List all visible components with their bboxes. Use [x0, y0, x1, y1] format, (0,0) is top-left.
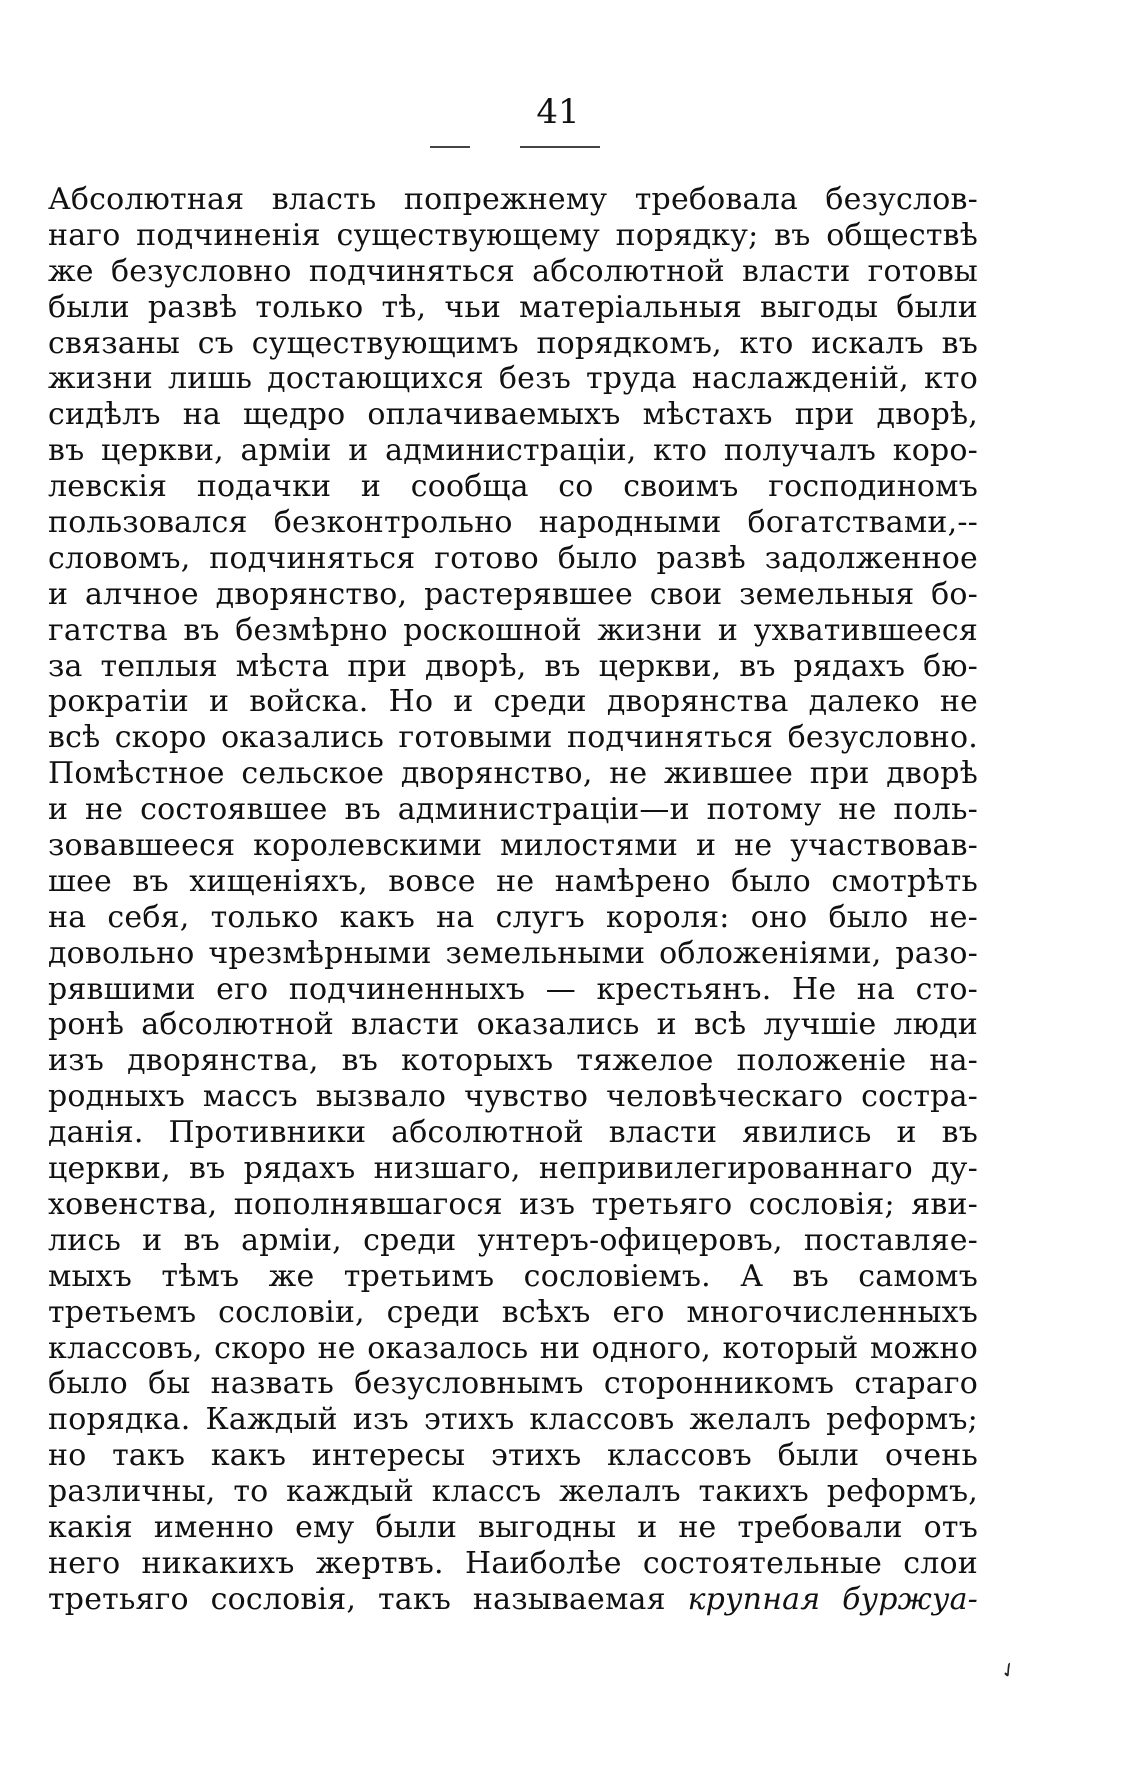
text-line: рявшими его подчиненныхъ — крестьянъ. Не на сто-	[48, 971, 978, 1007]
text-line: шее въ хищеніяхъ, вовсе не намѣрено было смотрѣть	[48, 863, 978, 899]
text-line: классовъ, скоро не оказалось ни одного, который можно	[48, 1330, 978, 1366]
text-line: рократіи и войска. Но и среди дворянства далеко не	[48, 684, 978, 720]
text-line: на себя, только какъ на слугъ короля: оно было не-	[48, 899, 978, 935]
text-line: какія именно ему были выгодны и не требовали отъ	[48, 1509, 978, 1545]
text-line: словомъ, подчиняться готово было развѣ задолженное	[48, 540, 978, 576]
text-line-final	[48, 1582, 978, 1618]
text-line: было бы назвать безусловнымъ сторонникомъ стараго	[48, 1366, 978, 1402]
text-line-final-italic: крупная буржуа-	[687, 1581, 978, 1617]
page-number: 41	[536, 92, 580, 132]
text-line: въ церкви, арміи и администраціи, кто получалъ коро-	[48, 433, 978, 469]
text-line: за теплыя мѣста при дворѣ, въ церкви, въ рядахъ бю-	[48, 648, 978, 684]
text-line: всѣ скоро оказались готовыми подчиняться безусловно.	[48, 720, 978, 756]
text-line: лись и въ арміи, среди унтеръ-офицеровъ, поставляе-	[48, 1222, 978, 1258]
text-line: него никакихъ жертвъ. Наиболѣе состоятельные слои	[48, 1545, 978, 1581]
text-line: левскія подачки и сообща со своимъ господиномъ	[48, 469, 978, 505]
text-line: ронѣ абсолютной власти оказались и всѣ лучшіе люди	[48, 1007, 978, 1043]
text-line: различны, то каждый классъ желалъ такихъ реформъ,	[48, 1474, 978, 1510]
text-line: сидѣлъ на щедро оплачиваемыхъ мѣстахъ при дворѣ,	[48, 397, 978, 433]
text-line: Помѣстное сельское дворянство, не жившее при дворѣ	[48, 756, 978, 792]
text-line: данія. Противники абсолютной власти явились и въ	[48, 1115, 978, 1151]
text-line-final-plain: третьяго сословія, такъ называемая	[48, 1581, 688, 1617]
text-line: мыхъ тѣмъ же третьимъ сословіемъ. А въ самомъ	[48, 1258, 978, 1294]
text-line: были развѣ только тѣ, чьи матеріальныя выгоды были	[48, 289, 978, 325]
text-line: довольно чрезмѣрными земельными обложеніями, разо-	[48, 935, 978, 971]
header-rule-right	[520, 146, 600, 148]
header-rule-left	[430, 146, 470, 148]
text-line: связаны съ существующимъ порядкомъ, кто искалъ въ	[48, 325, 978, 361]
text-line: же безусловно подчиняться абсолютной власти готовы	[48, 253, 978, 289]
stray-mark: ✓	[995, 1655, 1022, 1685]
text-line: изъ дворянства, въ которыхъ тяжелое положеніе на-	[48, 1043, 978, 1079]
body-text	[48, 182, 978, 1618]
text-line: и алчное дворянство, растерявшее свои земельныя бо-	[48, 576, 978, 612]
text-line: Абсолютная власть попрежнему требовала безуслов-	[48, 182, 978, 217]
text-line: и не состоявшее въ администраціи—и потому не поль-	[48, 792, 978, 828]
text-line: жизни лишь достающихся безъ труда наслажденій, кто	[48, 361, 978, 397]
text-line: родныхъ массъ вызвало чувство человѣческаго состра-	[48, 1079, 978, 1115]
text-line: пользовался безконтрольно народными богатствами,--	[48, 505, 978, 541]
text-line: ховенства, пополнявшагося изъ третьяго сословія; яви-	[48, 1186, 978, 1222]
text-line: порядка. Каждый изъ этихъ классовъ желалъ реформъ;	[48, 1402, 978, 1438]
text-line: наго подчиненія существующему порядку; въ обществѣ	[48, 217, 978, 253]
text-line: церкви, въ рядахъ низшаго, непривилегированнаго ду-	[48, 1151, 978, 1187]
text-line: зовавшееся королевскими милостями и не участвовав-	[48, 828, 978, 864]
text-line: третьемъ сословіи, среди всѣхъ его многочисленныхъ	[48, 1294, 978, 1330]
text-line: гатства въ безмѣрно роскошной жизни и ухватившееся	[48, 612, 978, 648]
text-line: но такъ какъ интересы этихъ классовъ были очень	[48, 1438, 978, 1474]
